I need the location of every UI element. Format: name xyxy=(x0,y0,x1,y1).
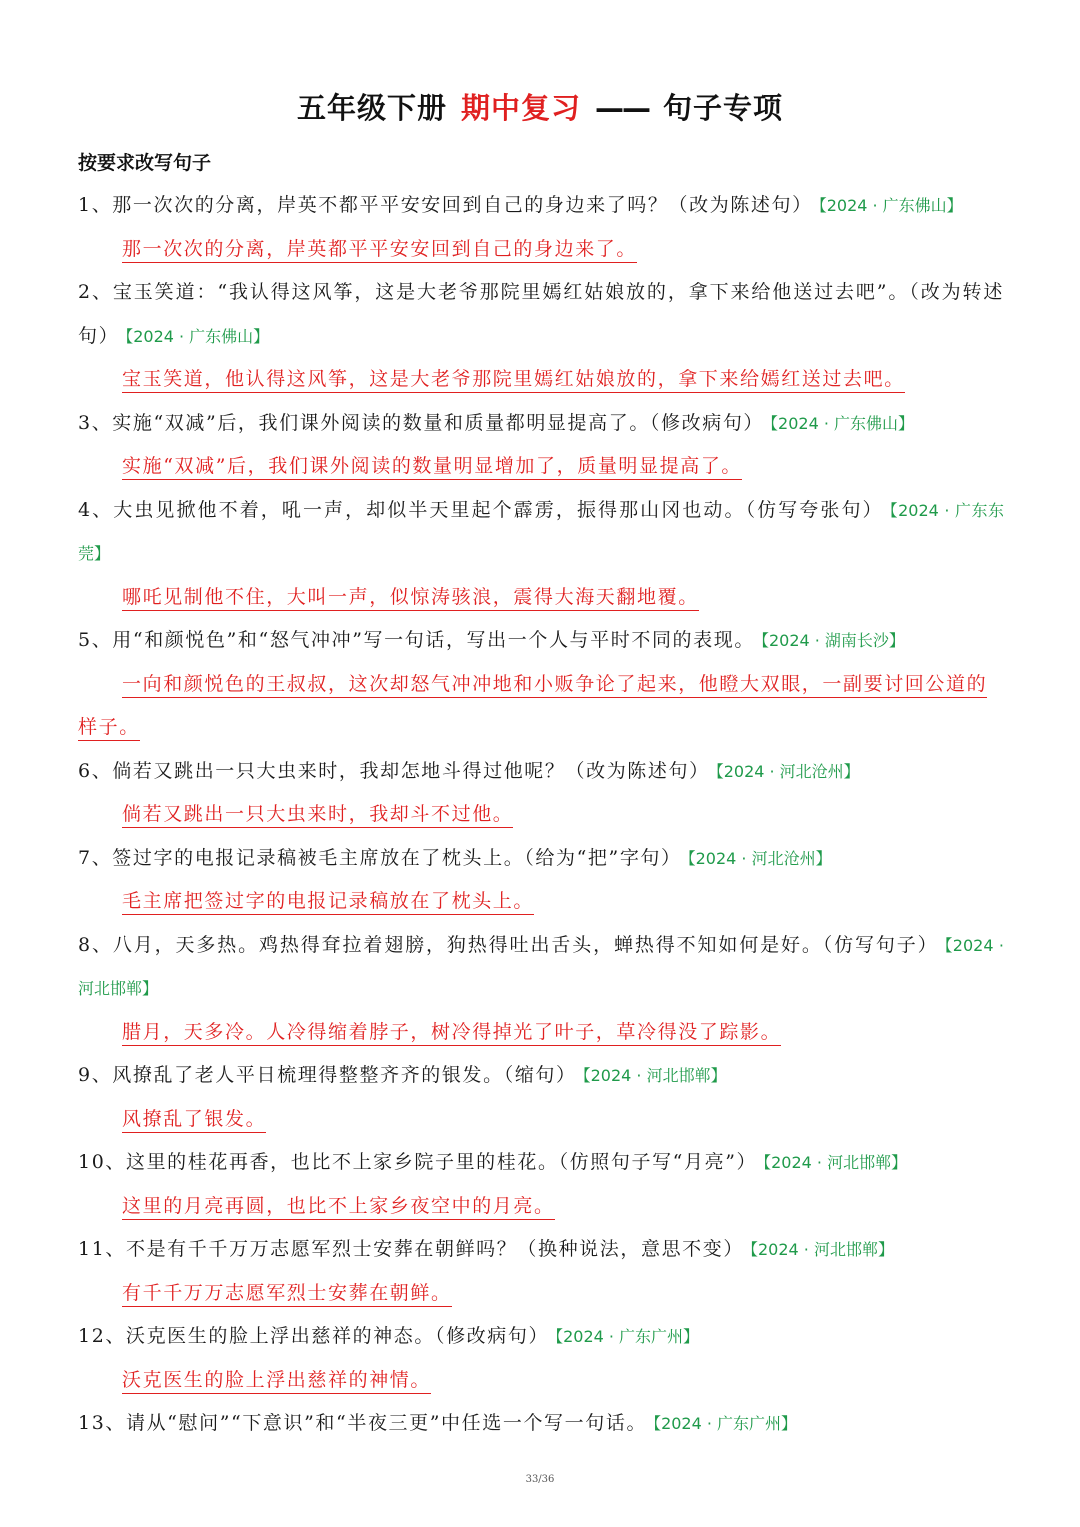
question-12 xyxy=(78,1315,1004,1359)
title-main: 五年级下册 xyxy=(296,91,447,125)
page-number: 33/36 xyxy=(525,1474,555,1485)
answer-text: 毛主席把签过字的电报记录稿放在了枕头上。 xyxy=(122,890,534,915)
page-title xyxy=(0,86,1080,127)
question-10 xyxy=(78,1141,1004,1185)
question-7 xyxy=(78,837,1004,881)
answer-text: 有千千万万志愿军烈士安葬在朝鲜。 xyxy=(122,1282,452,1307)
answer-4 xyxy=(78,576,1004,620)
question-8 xyxy=(78,924,1004,1011)
answer-2 xyxy=(78,358,1004,402)
answer-text: 倘若又跳出一只大虫来时，我却斗不过他。 xyxy=(122,803,513,828)
question-list xyxy=(78,184,1004,1446)
answer-text: 一向和颜悦色的王叔叔，这次却怒气冲冲地和小贩争论了起来，他瞪大双眼，一副要讨回公道的样子。 xyxy=(78,673,987,742)
question-11 xyxy=(78,1228,1004,1272)
source-tag: 【2024 · 湖南长沙】 xyxy=(760,631,905,650)
answer-text: 这里的月亮再圆，也比不上家乡夜空中的月亮。 xyxy=(122,1195,555,1220)
source-tag: 【2024 · 河北沧州】 xyxy=(715,761,860,781)
answer-text: 沃克医生的脸上浮出慈祥的神情。 xyxy=(122,1369,431,1394)
question-text: 4、大虫见掀他不着，吼一声，却似半天里起个霹雳，振得那山冈也动。（仿写夸张句） xyxy=(78,498,884,521)
answer-text: 腊月，天多冷。人冷得缩着脖子，树冷得掉光了叶子，草冷得没了踪影。 xyxy=(122,1021,781,1046)
question-5 xyxy=(78,619,1004,663)
title-dash: —— xyxy=(595,91,649,125)
answer-text: 那一次次的分离，岸英都平平安安回到自己的身边来了。 xyxy=(122,238,637,263)
question-13 xyxy=(78,1402,1004,1446)
question-2 xyxy=(78,271,1004,358)
source-tag: 【2024 · 河北邯郸】 xyxy=(749,1240,894,1259)
answer-10 xyxy=(78,1185,1004,1229)
question-text: 9、风撩乱了老人平日梳理得整整齐齐的银发。（缩句） xyxy=(78,1064,577,1086)
question-text: 3、实施“双减”后，我们课外阅读的数量和质量都明显提高了。（修改病句） xyxy=(78,411,765,434)
answer-1 xyxy=(78,228,1004,272)
source-tag: 【2024 · 河北沧州】 xyxy=(687,848,832,868)
answer-3 xyxy=(78,445,1004,489)
source-tag: 【2024 · 广东东莞】 xyxy=(78,500,1004,563)
question-text: 7、签过字的电报记录稿被毛主席放在了枕头上。（给为“把”字句） xyxy=(78,846,682,869)
title-subtitle: 句子专项 xyxy=(663,91,784,125)
question-text: 13、请从“慰问”“下意识”和“半夜三更”中任选一个写一句话。 xyxy=(78,1412,648,1434)
question-text: 5、用“和颜悦色”和“怒气冲冲”写一句话，写出一个人与平时不同的表现。 xyxy=(78,629,755,651)
answer-text: 哪吒见制他不住，大叫一声，似惊涛骇浪，震得大海天翻地覆。 xyxy=(122,586,699,611)
source-tag: 【2024 · 河北邯郸】 xyxy=(78,935,1004,998)
section-heading: 按要求改写句子 xyxy=(78,152,212,174)
answer-6 xyxy=(78,793,1004,837)
source-tag: 【2024 · 广东广州】 xyxy=(653,1414,798,1433)
source-tag: 【2024 · 河北邯郸】 xyxy=(582,1066,727,1085)
question-6 xyxy=(78,750,1004,794)
source-tag: 【2024 · 广东广州】 xyxy=(555,1327,700,1346)
question-text: 10、这里的桂花再香，也比不上家乡院子里的桂花。（仿照句子写“月亮”） xyxy=(78,1151,758,1173)
title-highlight: 期中复习 xyxy=(460,91,581,125)
answer-text: 实施“双减”后，我们课外阅读的数量明显增加了，质量明显提高了。 xyxy=(122,455,742,480)
source-tag: 【2024 · 广东佛山】 xyxy=(818,196,963,215)
question-text: 12、沃克医生的脸上浮出慈祥的神态。（修改病句） xyxy=(78,1325,550,1347)
answer-5 xyxy=(78,663,1004,750)
question-9 xyxy=(78,1054,1004,1098)
source-tag: 【2024 · 广东佛山】 xyxy=(770,413,915,433)
question-3 xyxy=(78,402,1004,446)
source-tag: 【2024 · 广东佛山】 xyxy=(125,326,270,346)
question-4 xyxy=(78,489,1004,576)
answer-8 xyxy=(78,1011,1004,1055)
question-text: 11、不是有千千万万志愿军烈士安葬在朝鲜吗？（换种说法，意思不变） xyxy=(78,1238,744,1260)
answer-11 xyxy=(78,1272,1004,1316)
answer-text: 风撩乱了银发。 xyxy=(122,1108,266,1133)
question-text: 2、宝玉笑道：“我认得这风筝，这是大老爷那院里嫣红姑娘放的，拿下来给他送过去吧”。（改为转述句） xyxy=(78,281,1004,347)
answer-text: 宝玉笑道，他认得这风筝，这是大老爷那院里嫣红姑娘放的，拿下来给嫣红送过去吧。 xyxy=(122,368,905,393)
question-1 xyxy=(78,184,1004,228)
answer-9 xyxy=(78,1098,1004,1142)
question-text: 6、倘若又跳出一只大虫来时，我却怎地斗得过他呢？（改为陈述句） xyxy=(78,759,710,782)
question-text: 1、那一次次的分离，岸英不都平平安安回到自己的身边来了吗？（改为陈述句） xyxy=(78,194,813,216)
answer-7 xyxy=(78,880,1004,924)
answer-12 xyxy=(78,1359,1004,1403)
source-tag: 【2024 · 河北邯郸】 xyxy=(763,1153,908,1172)
question-text: 8、八月，天多热。鸡热得耷拉着翅膀，狗热得吐出舌头，蝉热得不知如何是好。（仿写句子） xyxy=(78,933,939,956)
